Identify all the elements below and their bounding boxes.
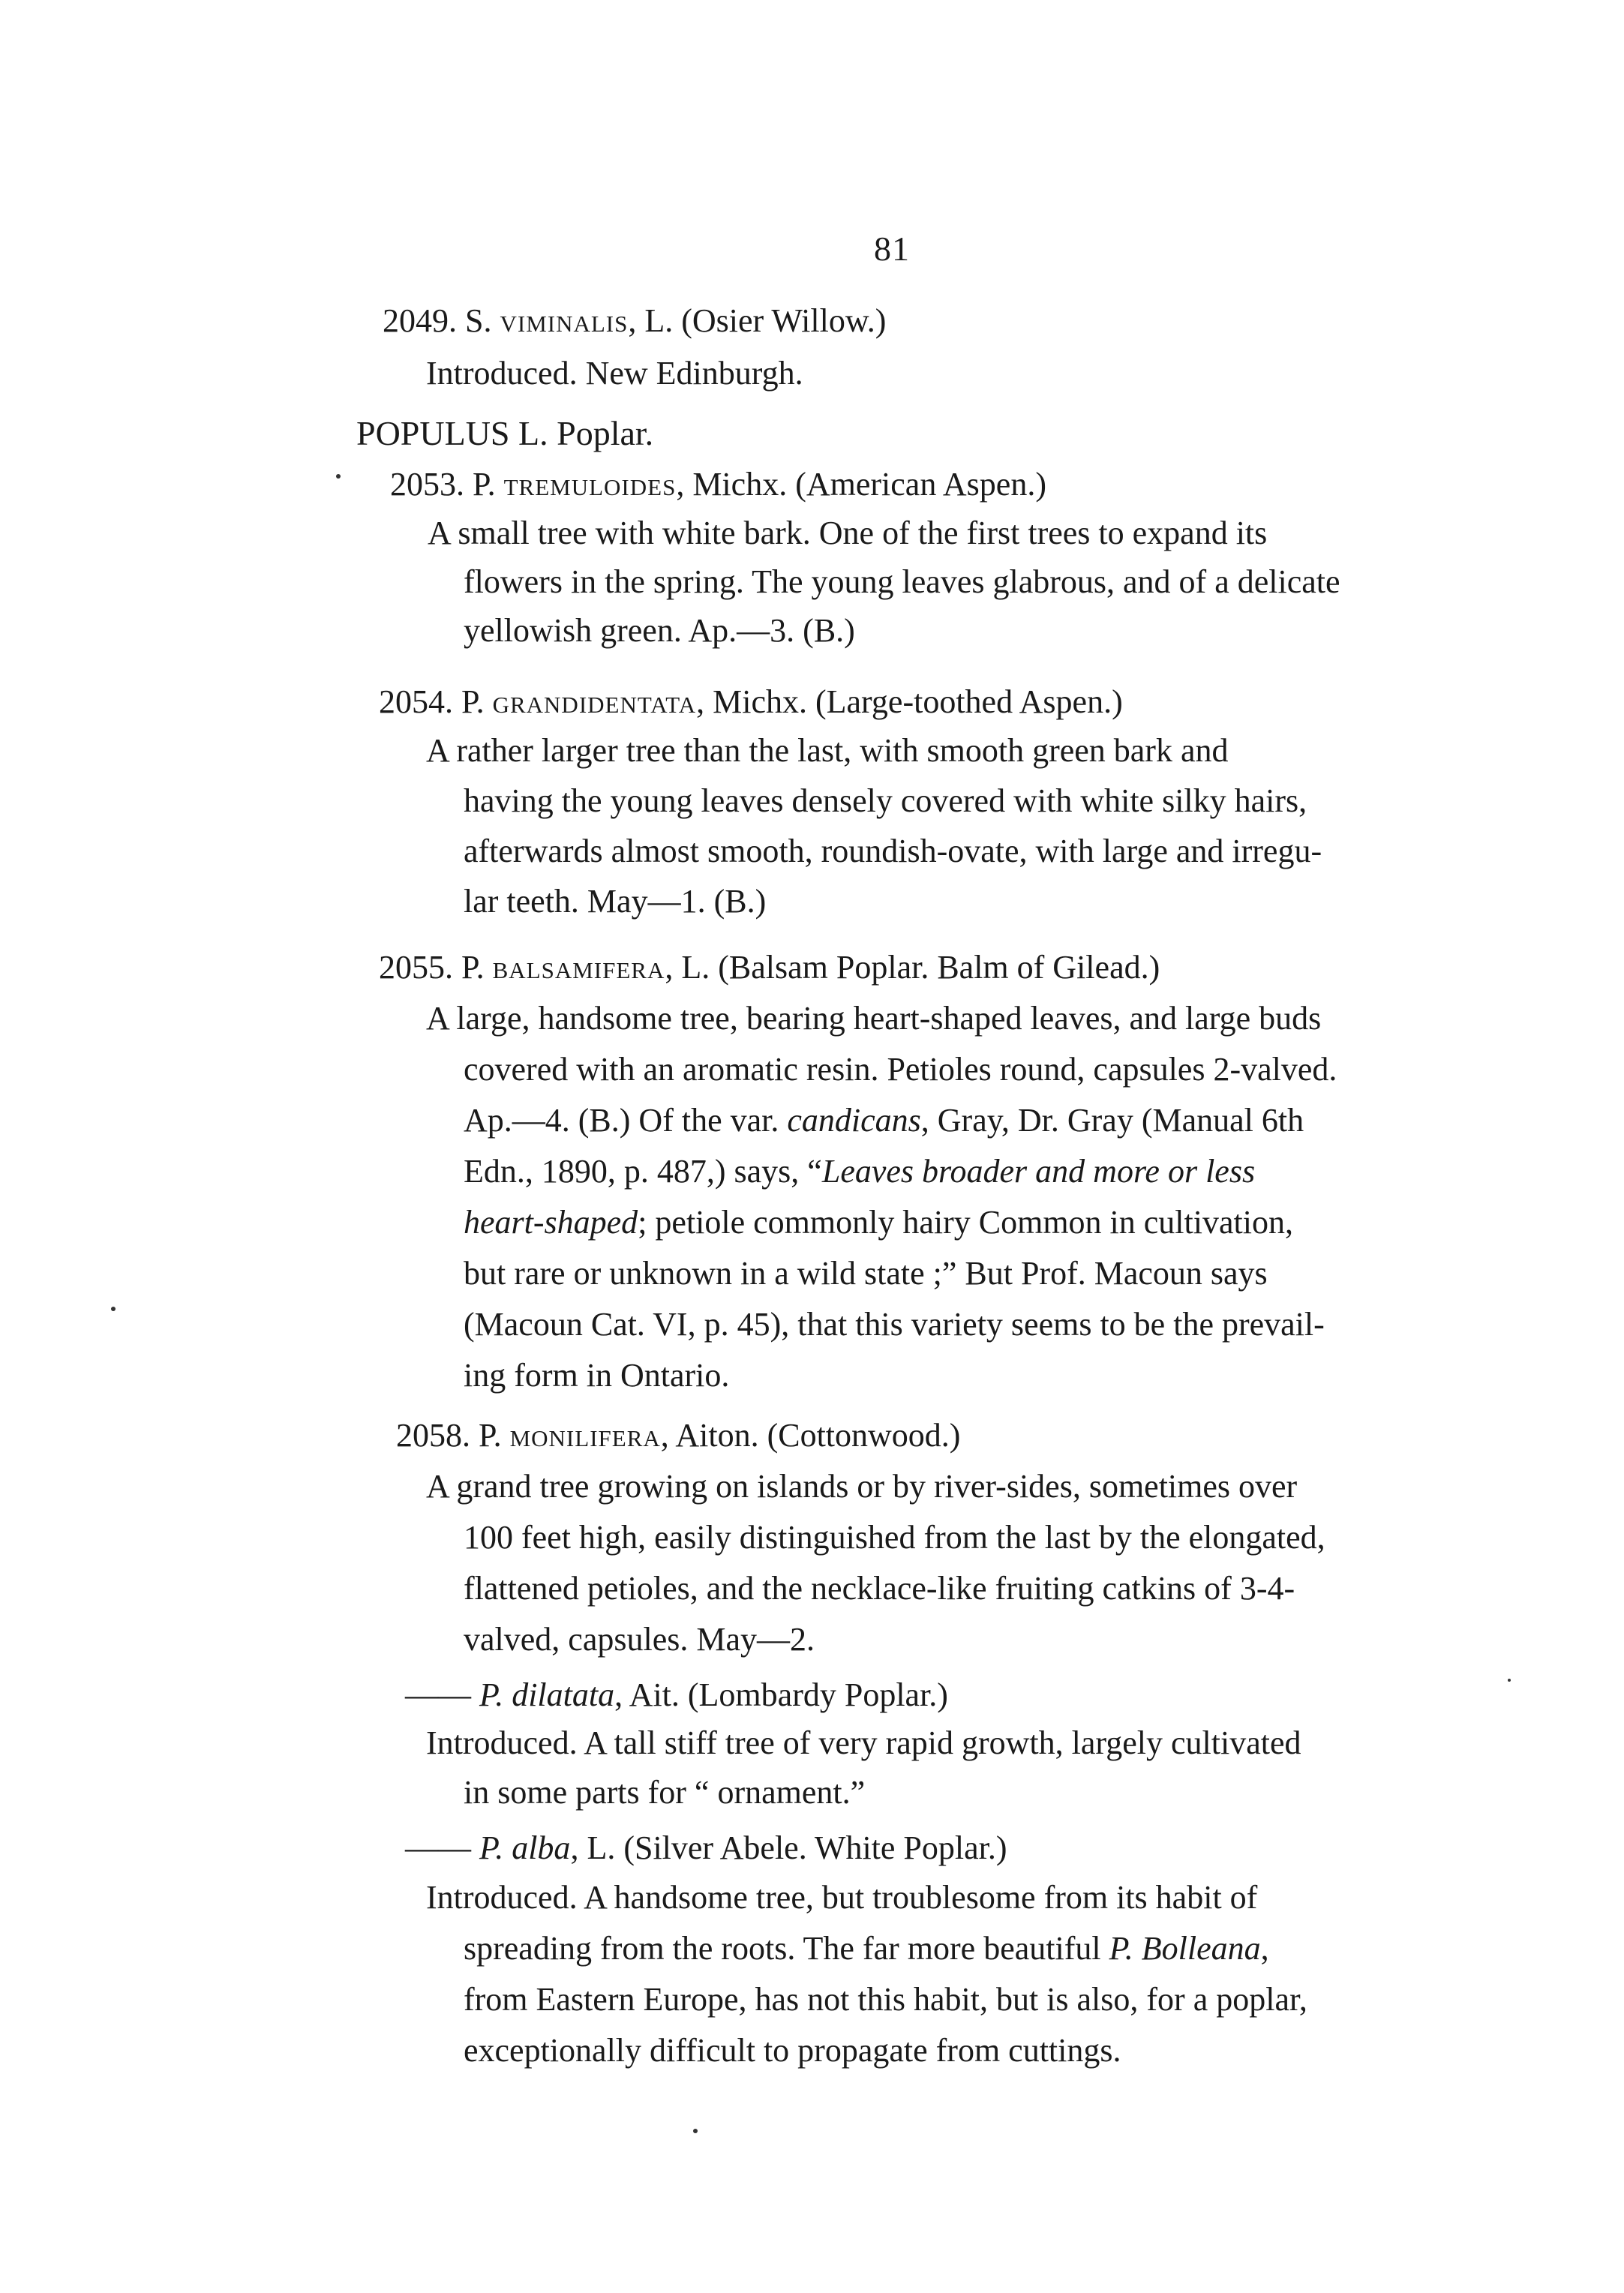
italic-species-name: P. Bolleana [1109, 1930, 1261, 1967]
species-name: viminalis [500, 302, 629, 339]
italic-quotation: Leaves broader and more or less [821, 1153, 1256, 1190]
text-run: ; petiole commonly hairy Common in cultivation, [638, 1204, 1293, 1241]
genus-name: POPULUS L. [356, 414, 548, 452]
common-name: (Balsam Poplar. Balm of Gilead.) [718, 949, 1160, 986]
genus-abbrev: P. [461, 683, 485, 720]
text-run: spreading from the roots. The far more beautiful [464, 1930, 1109, 1967]
common-name: (Cottonwood.) [767, 1417, 961, 1454]
entry-2055-text-line: but rare or unknown in a wild state ;” But Prof. Macoun says [464, 1255, 1268, 1292]
page-number: 81 [874, 230, 910, 268]
species-name: P. alba [479, 1829, 571, 1866]
species-name: P. dilatata [479, 1676, 615, 1713]
text-run: Edn., 1890, p. 487,) says, “ [464, 1153, 822, 1190]
entry-2053-text-line: flowers in the spring. The young leaves glabrous, and of a delicate [464, 563, 1340, 600]
alba-heading [405, 1827, 1007, 1869]
entry-number: 2054. [379, 683, 453, 720]
entry-2055-heading [379, 947, 1160, 989]
dilatata-text-line: in some parts for “ ornament.” [464, 1774, 866, 1811]
author: , Aiton. [660, 1417, 759, 1454]
scan-speck [111, 1307, 116, 1311]
entry-2053-text-line: yellowish green. Ap.—3. (B.) [464, 612, 855, 649]
entry-2055-text-line [464, 1202, 1293, 1244]
author: , L. [665, 949, 710, 986]
genus-abbrev: S. [465, 302, 492, 339]
text-run: , Gray, Dr. Gray (Manual 6th [920, 1102, 1304, 1139]
author: , Michx. [676, 466, 788, 503]
scan-speck [336, 474, 341, 479]
dilatata-text-line: Introduced. A tall stiff tree of very rapid growth, largely cultivated [426, 1724, 1301, 1761]
genus-abbrev: P. [461, 949, 485, 986]
text-run: , [1260, 1930, 1269, 1967]
species-name: monilifera [509, 1417, 661, 1454]
entry-2055-text-line: A large, handsome tree, bearing heart-shaped leaves, and large buds [426, 1000, 1322, 1037]
italic-variety-name: candicans [787, 1102, 921, 1139]
alba-text-line: exceptionally difficult to propagate from cuttings. [464, 2032, 1121, 2069]
entry-2055-text-line: (Macoun Cat. VI, p. 45), that this variety seems to be the prevail- [464, 1306, 1325, 1343]
entry-2053-heading [390, 464, 1046, 506]
author: , L. [628, 302, 674, 339]
entry-2058-text-line: A grand tree growing on islands or by river-sides, sometimes over [426, 1468, 1298, 1505]
entry-number: 2049. [383, 302, 457, 339]
entry-2054-heading [379, 681, 1123, 723]
alba-text-line: from Eastern Europe, has not this habit, but is also, for a poplar, [464, 1981, 1307, 2018]
scan-speck [1508, 1679, 1511, 1682]
dash-rule: —— [405, 1829, 471, 1866]
species-name: tremuloides [503, 466, 677, 503]
entry-2058-text-line: valved, capsules. May—2. [464, 1621, 815, 1658]
alba-text-line: Introduced. A handsome tree, but troublesome from its habit of [426, 1879, 1258, 1916]
entry-number: 2058. [396, 1417, 470, 1454]
entry-2053-text-line: A small tree with white bark. One of the first trees to expand its [428, 515, 1268, 551]
entry-number: 2053. [390, 466, 464, 503]
dash-rule: —— [405, 1676, 471, 1713]
entry-2054-text-line: having the young leaves densely covered with white silky hairs, [464, 782, 1307, 819]
common-name: (Large-toothed Aspen.) [815, 683, 1123, 720]
genus-heading [356, 413, 653, 455]
genus-common-name: Poplar. [557, 414, 654, 452]
entry-2055-text-line: covered with an aromatic resin. Petioles round, capsules 2-valved. [464, 1051, 1337, 1088]
alba-text-line [464, 1928, 1269, 1970]
scan-speck [693, 2129, 698, 2133]
entry-2058-heading [396, 1415, 960, 1457]
author: , Michx. [696, 683, 807, 720]
entry-2058-text-line: flattened petioles, and the necklace-like fruiting catkins of 3-4- [464, 1570, 1295, 1607]
species-name: grandidentata [492, 683, 697, 720]
entry-2054-text-line: A rather larger tree than the last, with smooth green bark and [426, 732, 1229, 769]
author: , Ait. [614, 1676, 680, 1713]
genus-abbrev: P. [473, 466, 496, 503]
dilatata-heading [405, 1674, 948, 1716]
entry-2054-text-line: afterwards almost smooth, roundish-ovate, with large and irregu- [464, 833, 1322, 869]
species-name: balsamifera [492, 949, 665, 986]
common-name: (Silver Abele. White Poplar.) [623, 1829, 1007, 1866]
entry-2055-text-line [464, 1151, 1255, 1193]
entry-2055-text-line [464, 1100, 1304, 1142]
common-name: (Lombardy Poplar.) [687, 1676, 948, 1713]
entry-2055-text-line: ing form in Ontario. [464, 1357, 730, 1394]
author: , L. [570, 1829, 616, 1866]
genus-abbrev: P. [479, 1417, 502, 1454]
entry-2058-text-line: 100 feet high, easily distinguished from the last by the elongated, [464, 1519, 1325, 1556]
entry-number: 2055. [379, 949, 453, 986]
italic-quotation: heart-shaped [464, 1204, 638, 1241]
entry-2054-text-line: lar teeth. May—1. (B.) [464, 883, 767, 920]
common-name: (Osier Willow.) [681, 302, 887, 339]
common-name: (American Aspen.) [795, 466, 1046, 503]
entry-2049-text-line: Introduced. New Edinburgh. [426, 355, 803, 392]
entry-2049-heading [383, 300, 886, 342]
text-run: Ap.—4. (B.) Of the var. [464, 1102, 788, 1139]
